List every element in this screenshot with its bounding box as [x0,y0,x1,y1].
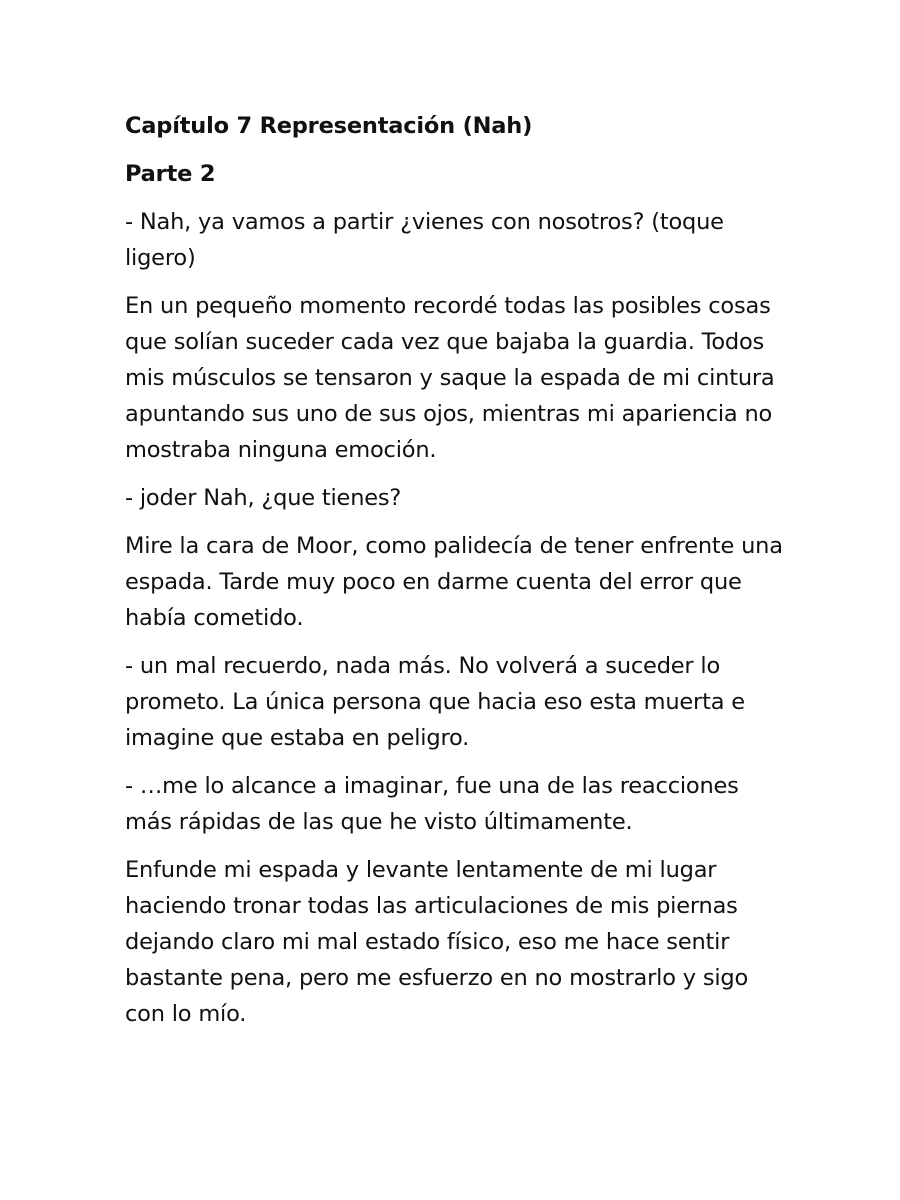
part-title: Parte 2 [125,161,216,187]
paragraph: - …me lo alcance a imaginar, fue una de las reacciones más rápidas de las que he visto últimamente. [125,773,739,835]
paragraph: - Nah, ya vamos a partir ¿vienes con nosotros? (toque ligero) [125,209,724,271]
document-body [125,108,785,1044]
paragraph: En un pequeño momento recordé todas las posibles cosas que solían suceder cada vez que bajaba la guardia. Todos mis músculos se tensaron y saque la espada de mi cintura apuntando sus uno de sus ojos, mientras mi apariencia no mostraba ninguna emoción. [125,293,775,463]
paragraph: - joder Nah, ¿que tienes? [125,485,402,511]
paragraph: Enfunde mi espada y levante lentamente de mi lugar haciendo tronar todas las articulaciones de mis piernas dejando claro mi mal estado físico, eso me hace sentir bastante pena, pero me esfuerzo en no mostrarlo y sigo con lo mío. [125,857,749,1027]
chapter-title: Capítulo 7 Representación (Nah) [125,113,533,139]
paragraph: - un mal recuerdo, nada más. No volverá a suceder lo prometo. La única persona que hacia eso esta muerta e imagine que estaba en peligro. [125,653,745,751]
paragraph: Mire la cara de Moor, como palidecía de tener enfrente una espada. Tarde muy poco en darme cuenta del error que había cometido. [125,533,783,631]
